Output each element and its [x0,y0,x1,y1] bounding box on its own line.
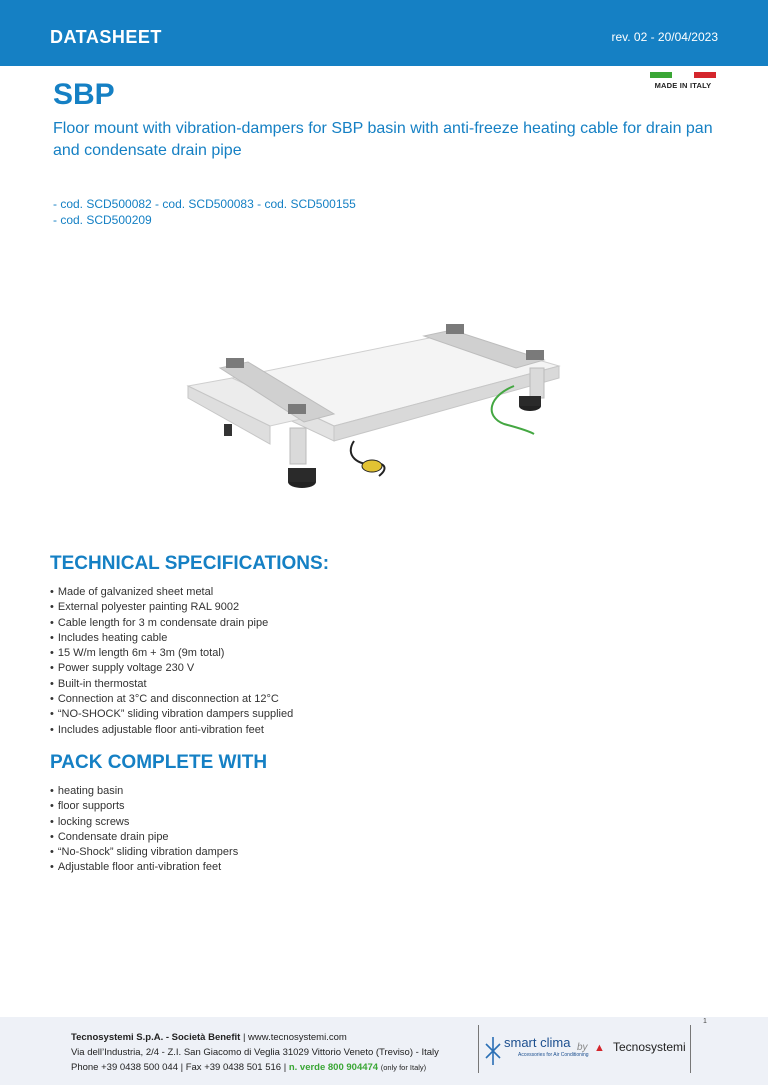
green-number: n. verde 800 904474 [288,1062,379,1073]
list-item: • Cable length for 3 m condensate drain pipe [50,616,293,631]
codes-line: - cod. SCD500082 - cod. SCD500083 - cod. SCD500155 [53,197,356,211]
product-subtitle: Floor mount with vibration-dampers for SBP basin with anti-freeze heating cable for drain pan and condensate drain pipe [53,120,713,159]
italy-flag-icon [650,72,716,78]
by-label: by [577,1042,588,1053]
list-item: • Connection at 3°C and disconnection at 12°C [50,692,293,707]
product-name: SBP [53,78,115,111]
company-name: Tecnosystemi S.p.A. - Società Benefit [71,1032,241,1043]
list-item: • Condensate drain pipe [50,830,238,845]
list-item: • locking screws [50,815,238,830]
green-note: (only for Italy) [380,1063,427,1072]
pack-heading: PACK COMPLETE WITH [50,752,268,773]
list-item: • 15 W/m length 6m + 3m (9m total) [50,646,293,661]
list-item: • Includes adjustable floor anti-vibration feet [50,723,293,738]
codes-line: - cod. SCD500209 [53,213,152,227]
made-in-label: MADE IN ITALY [654,81,712,90]
revision-date: rev. 02 - 20/04/2023 [611,30,718,44]
smart-clima-logo: smart clima [504,1035,571,1050]
list-item: • “NO-SHOCK” sliding vibration dampers supplied [50,707,293,722]
list-item: • heating basin [50,784,238,799]
tech-specs-list [50,585,293,738]
page-number: 1 [703,1018,707,1025]
pack-list [50,784,238,876]
snowflake-icon [484,1033,502,1069]
product-image [184,316,564,496]
header-bar [0,0,768,66]
list-item: • Adjustable floor anti-vibration feet [50,860,238,875]
divider [478,1025,479,1073]
list-item: • Power supply voltage 230 V [50,661,293,676]
smart-clima-tagline: Accessories for Air Conditioning [518,1052,589,1058]
tecnosystemi-icon: ▲ [594,1042,605,1054]
made-in-italy-badge [650,72,716,90]
list-item: • Made of galvanized sheet metal [50,585,293,600]
list-item: • External polyester painting RAL 9002 [50,600,293,615]
list-item: • Built-in thermostat [50,677,293,692]
list-item: • floor supports [50,799,238,814]
list-item: • Includes heating cable [50,631,293,646]
datasheet-title: DATASHEET [50,27,162,47]
divider [690,1025,691,1073]
tecnosystemi-logo: Tecnosystemi [613,1040,686,1054]
footer-contact [71,1030,439,1075]
website-link[interactable]: | www.tecnosystemi.com [242,1032,347,1043]
company-address: Via dell’Industria, 2/4 - Z.I. San Giacomo di Veglia 31029 Vittorio Veneto (Treviso) - Italy [71,1047,439,1058]
product-codes [53,196,356,228]
company-phone: Phone +39 0438 500 044 | Fax +39 0438 501 516 | [71,1062,287,1073]
footer [0,1017,768,1085]
list-item: • “No-Shock” sliding vibration dampers [50,845,238,860]
tech-specs-heading: TECHNICAL SPECIFICATIONS: [50,553,330,574]
